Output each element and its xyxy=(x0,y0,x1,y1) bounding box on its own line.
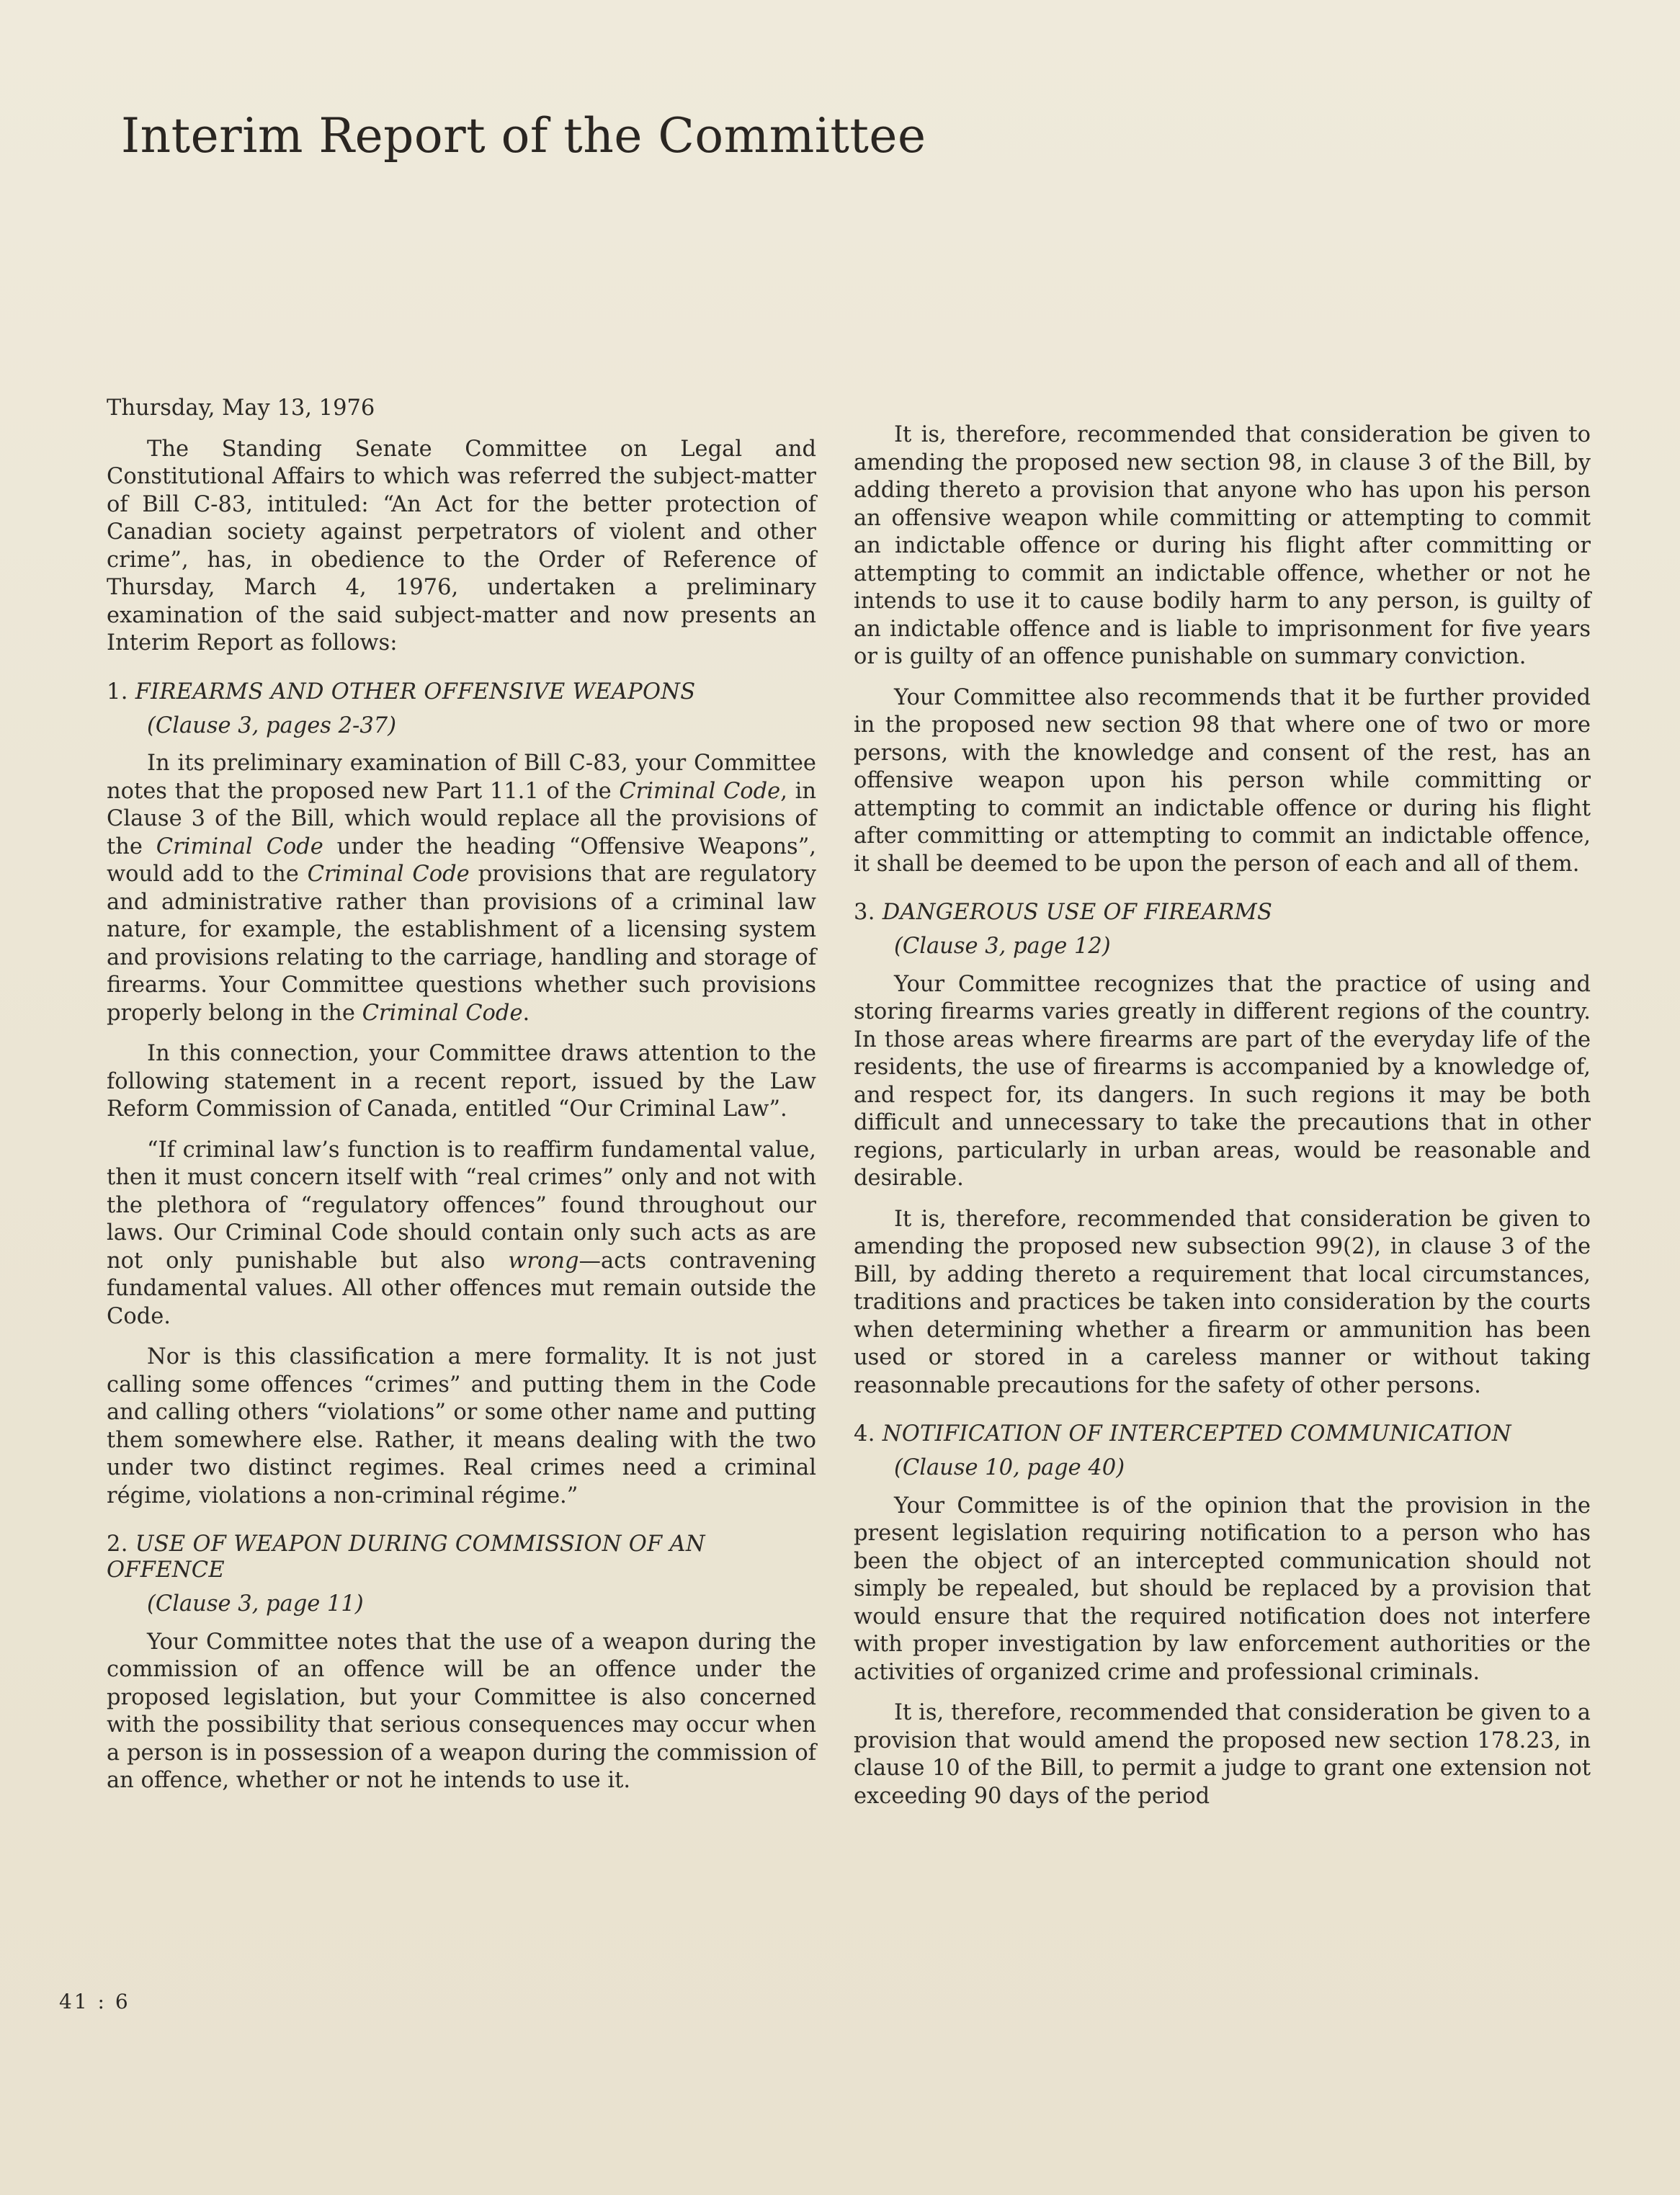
date-line: Thursday, May 13, 1976 xyxy=(107,395,375,421)
section-3-paragraph: Your Committee recognizes that the practice of using and storing firearms varies greatly in different regions of the country. In those areas where firearms are part of the everyday life of the residents, the use of firearms is accompanied by a knowledge of, and respect for, its dangers. In such regions it may be both difficult and unnecessary to take the precautions that in other regions, particularly in urban areas, would be reasonable and desirable. xyxy=(854,971,1591,1191)
section-4-paragraph: Your Committee is of the opinion that the provision in the present legislation requiring notification to a person who has been the object of an intercepted communication should not simply be repealed, but should be replaced by a provision that would ensure that the required notification does not interfere with proper investigation by law enforcement authorities or the activities of organized crime and professional criminals. xyxy=(854,1493,1591,1685)
page-number: 41 : 6 xyxy=(59,1990,130,2013)
section-4-paragraph: It is, therefore, recommended that consideration be given to a provision that would amend the proposed new section 178.23, in clause 10 of the Bill, to permit a judge to grant one extension not exceeding 90 days of the period xyxy=(854,1700,1591,1809)
section-1-paragraph: In this connection, your Committee draws attention to the following statement in a recent report, issued by the Law Reform Commission of Canada, entitled “Our Criminal Law”. xyxy=(107,1041,816,1122)
right-column xyxy=(854,421,1591,1823)
section-title: NOTIFICATION OF INTERCEPTED COMMUNICATION xyxy=(882,1421,1511,1447)
section-3-heading xyxy=(854,900,1591,926)
left-column xyxy=(107,395,816,1808)
section-2-paragraph: It is, therefore, recommended that consideration be given to amending the proposed new section 98, in clause 3 of the Bill, by adding thereto a provision that anyone who has upon his person an offensive weapon while committing or attempting to commit an indictable offence or during his flight after committing or attempting to commit an indictable offence, whether or not he intends to use it to cause bodily harm to any person, is guilty of an indictable offence and is liable to imprisonment for five years or is guilty of an offence punishable on summary conviction. xyxy=(854,422,1591,669)
section-title: USE OF WEAPON DURING COMMISSION OF AN OFFENCE xyxy=(107,1532,705,1583)
page-title: Interim Report of the Committee xyxy=(121,108,926,164)
section-4-heading xyxy=(854,1421,1591,1447)
section-1-clause: (Clause 3, pages 2-37) xyxy=(147,712,397,738)
section-1-paragraph: In its preliminary examination of Bill C-83, your Committee notes that the proposed new Part 11.1 of the Criminal Code, in Clause 3 of the Bill, which would replace all the provisions of the Criminal Code under the heading “Offensive Weapons”, would add to the Criminal Code provisions that are regulatory and administrative rather than provisions of a criminal law nature, for example, the establishment of a licensing system and provisions relating to the carriage, handling and storage of firearms. Your Committee questions whether such provisions properly belong in the Criminal Code. xyxy=(107,751,816,1026)
section-number: 1. xyxy=(107,679,128,705)
section-3-clause: (Clause 3, page 12) xyxy=(894,934,1111,959)
section-title: FIREARMS AND OTHER OFFENSIVE WEAPONS xyxy=(135,679,696,705)
section-title: DANGEROUS USE OF FIREARMS xyxy=(882,900,1273,925)
section-1-heading xyxy=(107,679,816,705)
intro-paragraph: The Standing Senate Committee on Legal and Constitutional Affairs to which was referred the subject-matter of Bill C-83, intituled: “An Act for the better protection of Canadian society against perpetrators of violent and other crime”, has, in obedience to the Order of Reference of Thursday, March 4, 1976, undertaken a preliminary examination of the said subject-matter and now presents an Interim Report as follows: xyxy=(107,436,816,656)
quotation-paragraph: Nor is this classification a mere formality. It is not just calling some offences “crimes” and putting them in the Code and calling others “violations” or some other name and putting them somewhere else. Rather, it means dealing with the two under two distinct regimes. Real crimes need a criminal régime, violations a non-criminal régime.” xyxy=(107,1344,816,1508)
section-number: 2. xyxy=(107,1532,128,1557)
section-3-paragraph: It is, therefore, recommended that consideration be given to amending the proposed new subsection 99(2), in clause 3 of the Bill, by adding thereto a requirement that local circumstances, traditions and practices be taken into consideration by the courts when determining whether a firearm or ammunition has been used or stored in a careless manner or without taking reasonnable precautions for the safety of other persons. xyxy=(854,1206,1591,1398)
section-2-clause: (Clause 3, page 11) xyxy=(147,1591,364,1617)
section-2-heading xyxy=(107,1532,816,1583)
section-2-paragraph: Your Committee notes that the use of a weapon during the commission of an offence will be an offence under the proposed legislation, but your Committee is also concerned with the possibility that serious consequences may occur when a person is in possession of a weapon during the commission of an offence, whether or not he intends to use it. xyxy=(107,1629,816,1793)
quotation-paragraph: “If criminal law’s function is to reaffirm fundamental value, then it must concern itself with “real crimes” only and not with the plethora of “regulatory offences” found throughout our laws. Our Criminal Code should contain only such acts as are not only punishable but also wrong—acts contravening fundamental values. All other offences mut remain outside the Code. xyxy=(107,1137,817,1329)
section-number: 4. xyxy=(854,1421,875,1447)
section-4-clause: (Clause 10, page 40) xyxy=(894,1455,1125,1480)
section-2-paragraph: Your Committee also recommends that it be further provided in the proposed new section 98 that where one of two or more persons, with the knowledge and consent of the rest, has an offensive weapon upon his person while committing or attempting to commit an indictable offence or during his flight after committing or attempting to commit an indictable offence, it shall be deemed to be upon the person of each and all of them. xyxy=(854,684,1591,877)
section-number: 3. xyxy=(854,900,875,925)
